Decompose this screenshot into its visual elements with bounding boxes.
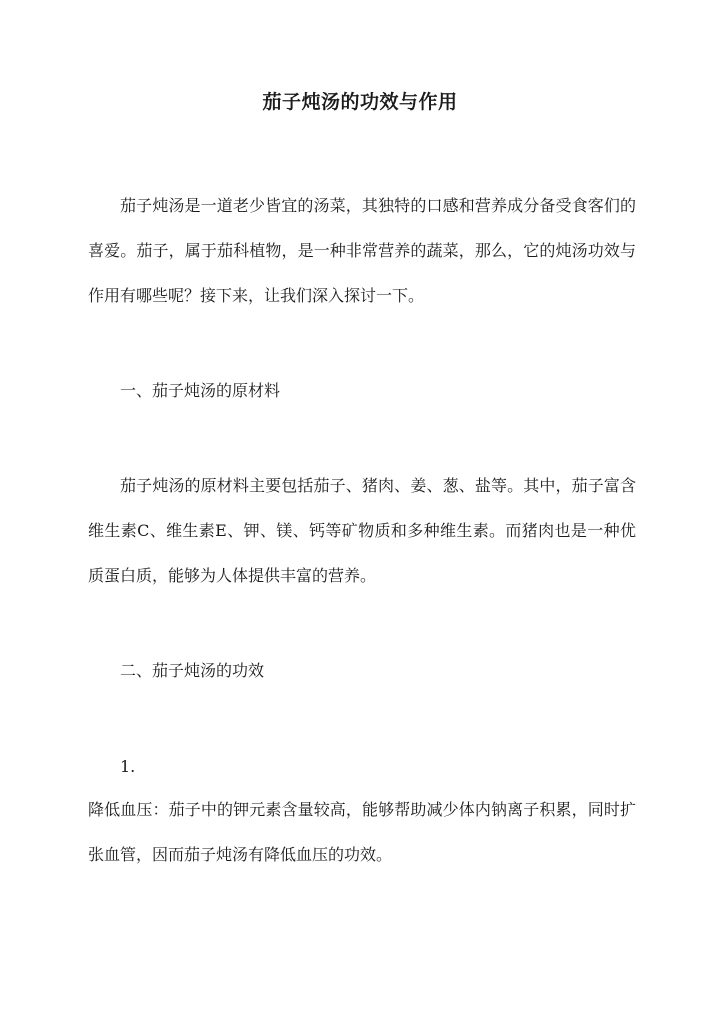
section-heading-benefits: 二、茄子炖汤的功效	[120, 661, 265, 680]
benefit-item-number: 1.	[120, 757, 136, 776]
benefit-item-text: 降低血压：茄子中的钾元素含量较高，能够帮助减少体内钠离子积累，同时扩张血管，因而茄子炖汤有降低血压的功效。	[88, 800, 636, 864]
document-title: 茄子炖汤的功效与作用	[262, 91, 458, 113]
section-heading-ingredients: 一、茄子炖汤的原材料	[120, 381, 281, 400]
intro-paragraph: 茄子炖汤是一道老少皆宜的汤菜，其独特的口感和营养成分备受食客们的喜爱。茄子，属于茄科植物，是一种非常营养的蔬菜，那么，它的炖汤功效与作用有哪些呢？接下来，让我们深入探讨一下。	[88, 196, 636, 305]
ingredients-paragraph: 茄子炖汤的原材料主要包括茄子、猪肉、姜、葱、盐等。其中，茄子富含维生素C、维生素E、钾、镁、钙等矿物质和多种维生素。而猪肉也是一种优质蛋白质，能够为人体提供丰富的营养。	[88, 476, 636, 585]
